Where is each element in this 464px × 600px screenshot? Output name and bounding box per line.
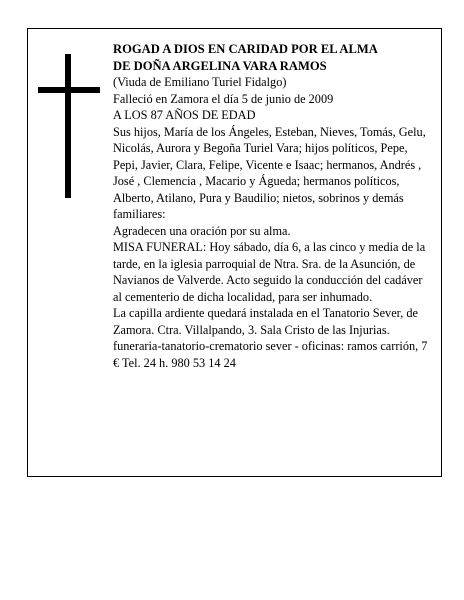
notice-title-line-2: DE DOÑA ARGELINA VARA RAMOS (113, 58, 327, 73)
notice-title-line-1: ROGAD A DIOS EN CARIDAD POR EL ALMA (113, 42, 378, 56)
age: A LOS 87 AÑOS DE EDAD (113, 108, 256, 122)
death-info: Falleció en Zamora el día 5 de junio de 2009 (113, 91, 334, 106)
funeral-home: funeraria-tanatorio-crematorio sever - oficinas: ramos carrión, 7 € Tel. 24 h. 980 53 14 24 (113, 339, 428, 370)
notice-text (113, 41, 431, 371)
funeral-mass: MISA FUNERAL: Hoy sábado, día 6, a las cinco y media de la tarde, en la iglesia parroquial de Ntra. Sra. de la Asunción, de Navianos de Valverde. Acto seguido la conducción del cadáver al cementerio de dicha localidad, para ser inhumado. (113, 240, 426, 304)
chapel-info: La capilla ardiente quedará instalada en el Tanatorio Sever, de Zamora. Ctra. Villalpando, 3. Sala Cristo de las Injurias. (113, 306, 419, 337)
cross-icon (38, 54, 100, 198)
family-list: Sus hijos, María de los Ángeles, Esteban, Nieves, Tomás, Gelu, Nicolás, Aurora y Begoña Turiel Vara; hijos políticos, Pepe, Pepi, Javier, Clara, Felipe, Vicente e Isaac; hermanos, Andrés , José , Clemencia , Macario y Águeda; hermanos políticos, Alberto, Atilano, Pura y Baudilio; nietos, sobrinos y demás familiares: (113, 124, 426, 221)
cross-horizontal-bar (38, 87, 100, 93)
widow-of: (Viuda de Emiliano Turiel Fidalgo) (113, 75, 287, 89)
thanks: Agradecen una oración por su alma. (113, 223, 291, 238)
cross-vertical-bar (65, 54, 71, 198)
